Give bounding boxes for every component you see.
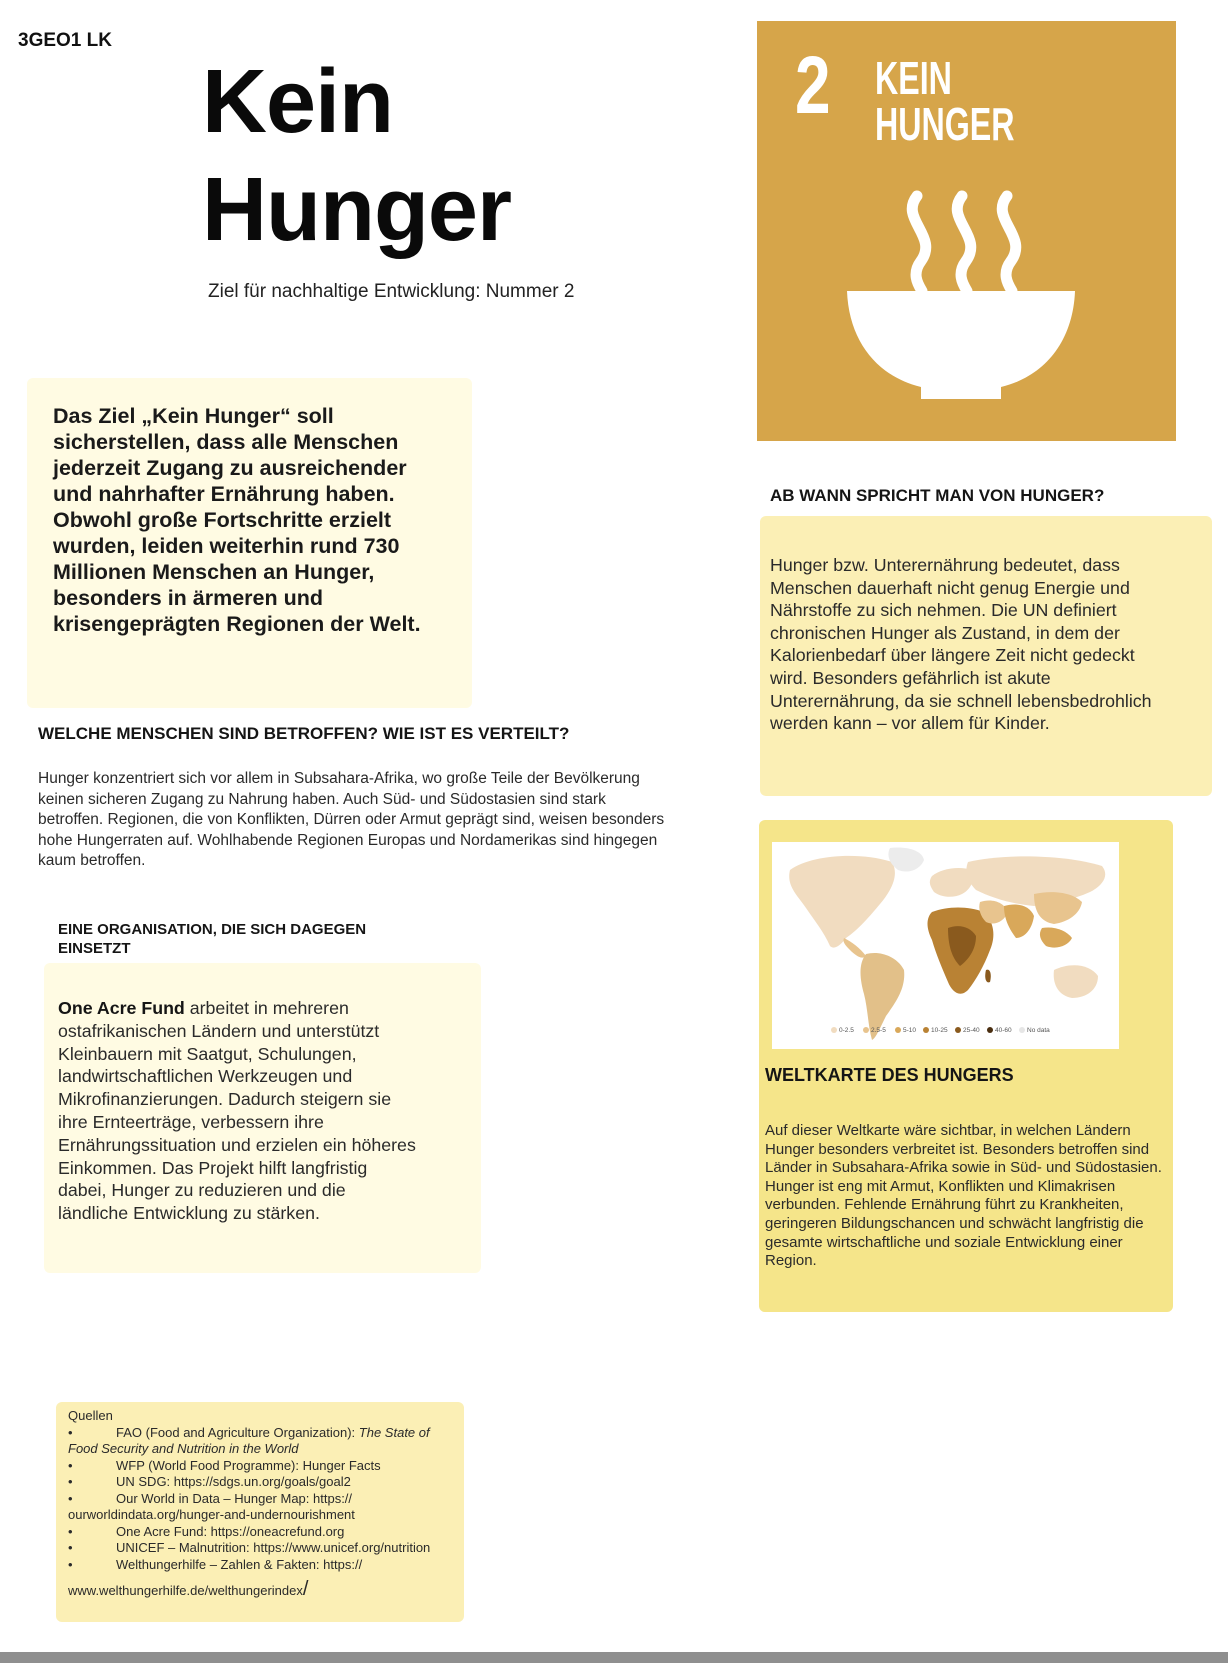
page-title (202, 48, 511, 264)
source-welthungerhilfe: Welthungerhilfe – Zahlen & Fakten: https:// (116, 1556, 363, 1572)
madagascar-shape (985, 970, 991, 983)
world-map-card (759, 820, 1173, 1312)
southeast-asia-shape (1040, 927, 1072, 947)
legend-label-3: 5-10 (903, 1027, 917, 1034)
affected-text: Hunger konzentriert sich vor allem in Subsahara-Afrika, wo große Teile der Bevölkerung keinen sicheren Zugang zu Nahrung haben. Auch Süd- und Südostasien sind stark betroffen. Regionen, die von Konflikten, Dürren oder Armut geprägt sind, weisen besonders hohe Hungerraten auf. Wohlhabende Regionen Europas und Nordamerikas sind hingegen kaum betroffen. (38, 770, 665, 870)
sources-heading: Quellen (68, 1408, 113, 1423)
source-fao-a: FAO (Food and Agriculture Organization): (116, 1424, 359, 1440)
source-fao-b: The State of (358, 1424, 430, 1440)
central-america-shape (843, 938, 866, 958)
source-item-cont: ourworldindata.org/hunger-and-undernourishment (68, 1507, 355, 1522)
sources-card (56, 1402, 464, 1622)
sdg-label-line-1: KEIN (875, 52, 952, 104)
source-item: • One Acre Fund: https://oneacrefund.org (68, 1523, 345, 1539)
soup-bowl-icon (757, 21, 1176, 441)
definition-text: Hunger bzw. Unterernährung bedeutet, dass Menschen dauerhaft nicht genug Energie und Nährstoffe zu sich nehmen. Die UN definiert chronischen Hunger als Zustand, in dem der Kalorienbedarf über längere Zeit nicht gedeckt wird. Besonders gefährlich ist akute Unterernährung, da sie schnell lebensbedrohlich werden kann – vor allem für Kinder. (770, 555, 1152, 734)
legend-label-4: 10-25 (931, 1027, 948, 1034)
legend-label-7: No data (1027, 1027, 1050, 1034)
map-legend (831, 1027, 1050, 1034)
legend-label-5: 25-40 (963, 1027, 980, 1034)
steam-line-1 (912, 196, 926, 291)
australia-shape (1054, 965, 1098, 998)
steam-line-3 (1002, 196, 1016, 291)
bottom-bar (0, 1652, 1228, 1663)
source-item: • UN SDG: https://sdgs.un.org/goals/goal2 (68, 1474, 351, 1489)
cursor-mark: / (302, 1578, 309, 1600)
map-title: WELTKARTE DES HUNGERS (765, 1065, 1014, 1085)
title-line-2: Hunger (202, 160, 511, 260)
source-item: • WFP (World Food Programme): Hunger Facts (68, 1457, 381, 1473)
map-text: Auf dieser Weltkarte wäre sichtbar, in welchen Ländern Hunger besonders verbreitet ist. Besonders betroffen sind Länder in Subsahara-Afrika sowie in Süd- und Südostasien. Hunger ist eng mit Armut, Konflikten und Klimakrisen verbunden. Fehlende Ernährung führt zu Krankheiten, geringeren Bildungschancen und schwächt langfristig die gesamte wirtschaftliche und soziale Entwicklung einer Region. (765, 1122, 1162, 1270)
legend-label-1: 0-2.5 (839, 1027, 854, 1034)
source-owid-a: Our World in Data – Hunger Map: https:// (116, 1490, 353, 1506)
organization-heading: EINE ORGANISATION, DIE SICH DAGEGEN EINSETZT (58, 921, 367, 957)
source-one-acre: One Acre Fund: https://oneacrefund.org (116, 1523, 345, 1539)
title-line-1: Kein (202, 52, 394, 152)
world-map-image (772, 842, 1119, 1049)
source-item-cont (68, 1578, 460, 1600)
organization-name: One Acre Fund (58, 998, 185, 1018)
sdg-label-line-2: HUNGER (875, 98, 1015, 150)
sources-list (68, 1408, 460, 1600)
intro-card (27, 378, 472, 708)
bowl-shape (847, 291, 1075, 399)
intro-text: Das Ziel „Kein Hunger“ soll sicherstellen, dass alle Menschen jederzeit Zugang zu ausreichender und nahrhafter Ernährung haben. Obwohl große Fortschritte erzielt wurden, leiden weiterhin rund 730 Millionen Menschen an Hunger, besonders in ärmeren und krisengeprägten Regionen der Welt. (53, 404, 421, 636)
source-item: • FAO (Food and Agriculture Organization): The State of (68, 1424, 430, 1440)
sdg-goal-2-icon (757, 21, 1176, 441)
organization-text (58, 997, 418, 1225)
source-item: • Our World in Data – Hunger Map: https:// (68, 1490, 353, 1506)
page-subtitle: Ziel für nachhaltige Entwicklung: Nummer 2 (208, 281, 575, 302)
source-unicef: UNICEF – Malnutrition: https://www.unicef.org/nutrition (116, 1540, 431, 1555)
steam-line-2 (957, 196, 971, 291)
source-whi-url: www.welthungerhilfe.de/welthungerindex (68, 1583, 303, 1598)
course-label: 3GEO1 LK (18, 30, 112, 51)
world-hunger-map (772, 842, 1119, 1049)
north-america-shape (789, 856, 895, 948)
definition-heading: AB WANN SPRICHT MAN VON HUNGER? (770, 486, 1105, 505)
source-un-sdg: UN SDG: https://sdgs.un.org/goals/goal2 (116, 1474, 351, 1489)
south-asia-shape (1004, 904, 1034, 938)
source-wfp: WFP (World Food Programme): Hunger Facts (116, 1457, 381, 1473)
legend-label-6: 40-60 (995, 1027, 1012, 1034)
affected-heading: WELCHE MENSCHEN SIND BETROFFEN? WIE IST ES VERTEILT? (38, 724, 570, 743)
source-item: • UNICEF – Malnutrition: https://www.unicef.org/nutrition (68, 1540, 431, 1555)
definition-card (760, 516, 1212, 796)
source-item: • Welthungerhilfe – Zahlen & Fakten: https:// (68, 1556, 363, 1572)
organization-description: arbeitet in mehreren ostafrikanischen Ländern und unterstützt Kleinbauern mit Saatgut, Schulungen, landwirtschaftlichen Werkzeugen und Mikrofinanzierungen. Dadurch steigern sie ihre Ernteerträge, verbessern ihre Ernährungssituation und erzielen ein höheres Einkommen. Das Projekt hilft langfristig dabei, Hunger zu reduzieren und die ländliche Entwicklung zu stärken. (58, 998, 416, 1224)
sdg-number: 2 (795, 40, 831, 131)
source-item-cont (68, 1441, 460, 1458)
organization-card (44, 963, 481, 1273)
legend-label-2: 2.5-5 (871, 1027, 886, 1034)
source-fao-c: Food Security and Nutrition in the World (68, 1441, 299, 1456)
